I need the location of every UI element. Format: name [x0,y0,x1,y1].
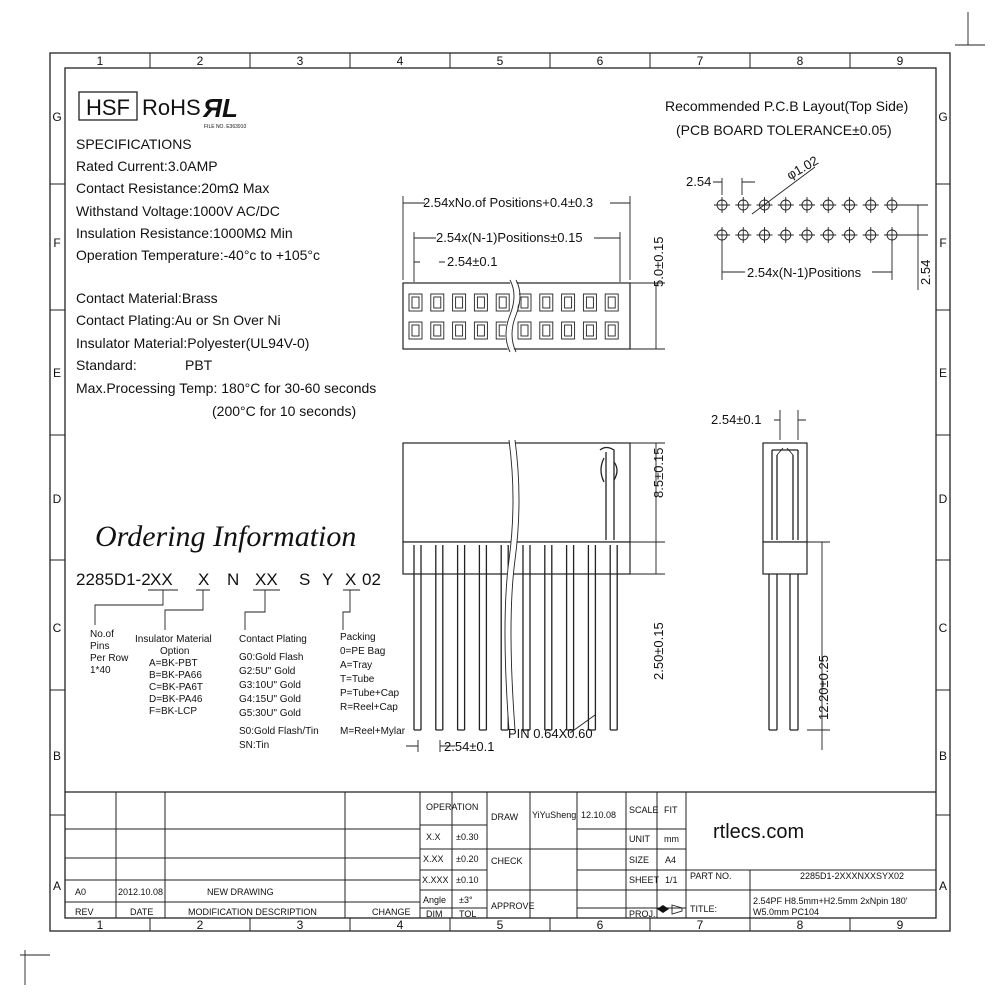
row-label: F [939,236,947,250]
ul-logo: ЯL [203,93,238,123]
material-line: Insulator Material:Polyester(UL94V-0) [76,335,310,351]
scale-value: FIT [664,805,678,815]
row-label: A [52,879,62,893]
col-label: 7 [696,54,704,68]
tol-value: ±0.20 [456,854,479,864]
code-y: Y [322,570,334,589]
insulator-note: Option [160,646,190,657]
column-labels-bottom [97,918,904,932]
spec-line: Rated Current:3.0AMP [76,158,218,174]
end-pitch-label: 2.54±0.1 [711,412,762,427]
rev-value: A0 [75,887,87,897]
pcb-span-label: 2.54x(N-1)Positions [747,265,862,280]
plating-note: G0:Gold Flash [239,652,304,663]
material-line: Contact Plating:Au or Sn Over Ni [76,312,281,328]
ul-file-number: FILE NO. E363910 [204,124,247,130]
packing-note: T=Tube [340,674,375,685]
hsf-logo: HSF [86,95,130,120]
date-header: DATE [130,907,154,917]
plating-note: SN:Tin [239,740,270,751]
body-height-label: 8.5±0.15 [651,447,666,498]
desc-value: NEW DRAWING [207,887,274,897]
col-label: 7 [696,918,704,932]
pitch-label: 2.54±0.1 [447,254,498,269]
pin-pitch-label: 2.54±0.1 [444,739,495,754]
draw-label: DRAW [491,812,519,822]
pcb-layout [665,98,933,290]
projection-symbol-icon [657,905,669,913]
code-insulator: X [198,570,210,589]
title-line-1: 2.54PF H8.5mm+H2.5mm 2xNpin 180' [753,896,908,906]
row-labels-left [52,110,61,893]
pcb-hole [778,227,794,243]
pcb-hole [820,227,836,243]
col-label: 1 [96,54,104,68]
col-label: 4 [396,54,404,68]
top-view [403,195,666,352]
code-plating: XX [255,570,278,589]
column-labels-top [97,54,904,68]
plating-note: Contact Plating [239,634,307,645]
pcb-hole-label: φ1.02 [784,152,821,183]
dim-label: DIM [426,909,443,919]
side-view [403,440,666,754]
row-label: D [52,492,62,506]
pins-note: Per Row [90,653,129,664]
pcb-hole [735,227,751,243]
pcb-hole [757,227,773,243]
row-label: B [52,749,62,763]
spec-heading: SPECIFICATIONS [76,136,192,152]
pins-note: Pins [90,641,110,652]
row-label: E [938,366,948,380]
insulator-note: C=BK-PA6T [149,682,203,693]
approve-label: APPROVE [491,901,535,911]
packing-note: R=Reel+Cap [340,702,398,713]
operation-label: OPERATION [426,802,479,812]
col-label: 8 [796,918,804,932]
row-labels-right [938,110,947,893]
spec-line: Operation Temperature:-40°c to +105°c [76,247,321,263]
stand-off-label: 2.50±0.15 [651,622,666,680]
code-s: S [299,570,311,589]
code-pins: XX [150,570,173,589]
insulator-note: D=BK-PA46 [149,694,203,705]
pcb-hole [757,197,773,213]
pcb-layout-title: Recommended P.C.B Layout(Top Side) [665,98,909,114]
col-label: 1 [96,918,104,932]
row-label: C [52,621,62,635]
row-label: D [938,492,948,506]
height-label: 5.0±0.15 [651,236,666,287]
code-packing: X [345,570,357,589]
col-label: 3 [296,54,304,68]
packing-note: 0=PE Bag [340,646,386,657]
col-label: 6 [596,918,604,932]
tol-value: ±0.10 [456,875,479,885]
standard-value: PBT [185,357,213,373]
title-block [65,792,936,919]
rev-header: REV [75,907,94,917]
plating-note: S0:Gold Flash/Tin [239,726,319,737]
max-temp: Max.Processing Temp: 180°C for 30-60 seconds [76,380,377,396]
tol-value: ±0.30 [456,832,479,842]
unit-value: mm [664,834,679,844]
code-suffix: 02 [362,570,381,589]
packing-note: A=Tray [340,660,373,671]
drawer-name: YiYuSheng [532,810,577,820]
specifications [76,136,376,419]
insulator-note: F=BK-LCP [149,706,198,717]
col-label: 4 [396,918,404,932]
overall-length-label: 2.54xNo.of Positions+0.4±0.3 [423,195,594,210]
pcb-pitch-label: 2.54 [686,174,712,189]
pcb-hole [863,227,879,243]
sheet-label: SHEET [629,875,660,885]
row-label: G [52,110,62,124]
draw-date: 12.10.08 [581,810,617,820]
plating-note: G4:15U" Gold [239,694,301,705]
spec-line: Contact Resistance:20mΩ Max [76,180,270,196]
packing-note: M=Reel+Mylar [340,726,406,737]
plating-note: G5:30U" Gold [239,708,301,719]
scale-label: SCALE [629,805,659,815]
title-line-2: W5.0mm PC104 [753,907,820,917]
plating-note: G3:10U" Gold [239,680,301,691]
row-label: E [52,366,62,380]
pcb-hole [842,197,858,213]
unit-label: UNIT [629,834,650,844]
mod-desc-header: MODIFICATION DESCRIPTION [188,907,317,917]
pcb-hole [842,227,858,243]
spec-line: Withstand Voltage:1000V AC/DC [76,203,280,219]
pcb-row-spacing-label: 2.54 [918,259,933,285]
col-label: 9 [896,54,904,68]
tol-label: X.XX [423,854,444,864]
max-temp-2: (200°C for 10 seconds) [212,403,357,419]
col-label: 5 [496,54,504,68]
pins-note: 1*40 [90,665,111,676]
col-label: 5 [496,918,504,932]
plating-note: G2:5U" Gold [239,666,296,677]
proj-label: PROJ. [629,909,656,919]
change-header: CHANGE [372,907,411,917]
ordering-information [76,520,406,751]
date-value: 2012.10.08 [118,887,164,897]
span-label: 2.54x(N-1)Positions±0.15 [436,230,583,245]
packing-note: P=Tube+Cap [340,688,400,699]
ordering-title: Ordering Information [95,520,357,553]
pcb-hole [820,197,836,213]
pcb-hole-array [714,197,900,243]
pcb-hole [714,197,730,213]
pcb-hole [799,227,815,243]
insulator-note: Insulator Material [135,634,212,645]
col-label: 2 [196,54,204,68]
col-label: 6 [596,54,604,68]
insulator-note: B=BK-PA66 [149,670,202,681]
end-view [711,410,831,750]
tol-header: TOL [459,909,477,919]
row-label: F [53,236,61,250]
row-label: A [938,879,948,893]
pcb-hole [778,197,794,213]
certification-logos [79,92,246,130]
size-value: A4 [665,855,677,865]
col-label: 3 [296,918,304,932]
col-label: 8 [796,54,804,68]
part-no-label: PART NO. [690,871,732,881]
code-prefix: 2285D1-2 [76,570,151,589]
check-label: CHECK [491,856,523,866]
pcb-hole [863,197,879,213]
row-label: C [938,621,948,635]
part-no-value: 2285D1-2XXXNXXSYX02 [800,871,905,881]
pcb-hole [799,197,815,213]
tol-label: Angle [423,895,447,905]
packing-note: Packing [340,632,376,643]
watermark: rtlecs.com [713,821,805,843]
pin-size-label: PIN 0.64X0.60 [508,726,593,741]
standard-label: Standard: [76,357,137,373]
tol-value: ±3° [459,895,473,905]
title-label: TITLE: [690,904,718,914]
rohs-logo: RoHS [142,95,201,120]
insulator-note: A=BK-PBT [149,658,198,669]
pins-note: No.of [90,629,114,640]
sheet-value: 1/1 [665,875,678,885]
row-label: B [938,749,948,763]
size-label: SIZE [629,855,650,865]
tol-label: X.XXX [422,875,449,885]
pcb-hole [735,197,751,213]
row-label: G [938,110,948,124]
material-line: Contact Material:Brass [76,290,218,306]
code-n: N [227,570,240,589]
pcb-tolerance: (PCB BOARD TOLERANCE±0.05) [676,122,892,138]
spec-line: Insulation Resistance:1000MΩ Min [76,225,293,241]
col-label: 9 [896,918,904,932]
col-label: 2 [196,918,204,932]
pin-length-label: 12.20±0.25 [816,655,831,720]
tol-label: X.X [426,832,441,842]
